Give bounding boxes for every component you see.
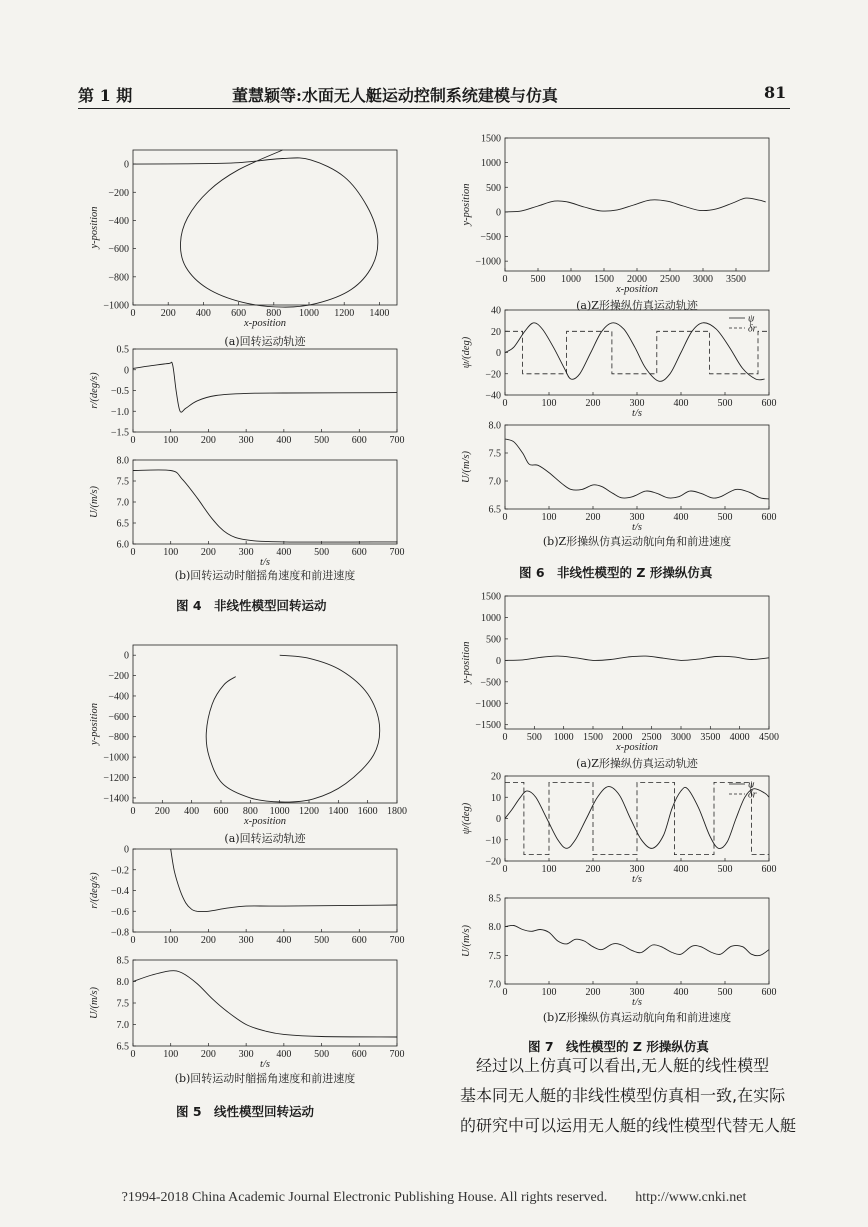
x-tick-label: 2000 [627, 274, 647, 285]
x-tick-label: 500 [526, 732, 542, 743]
y-tick-label: 8.0 [116, 977, 129, 988]
x-tick-label: 400 [195, 308, 211, 319]
x-tick-label: 1000 [269, 806, 290, 817]
legend-entry: δr [748, 323, 757, 335]
x-tick-label: 100 [163, 547, 179, 558]
y-axis-label: y-position [89, 703, 100, 745]
x-tick-label: 1200 [299, 806, 319, 817]
fig4-caption: 图 4 非线性模型回转运动 [176, 598, 327, 613]
x-tick-label: 1000 [553, 732, 574, 743]
y-tick-label: 0 [124, 844, 129, 856]
y-tick-label: −20 [485, 856, 501, 868]
y-tick-label: 10 [491, 792, 501, 804]
plot-frame [505, 425, 769, 509]
x-tick-label: 1000 [561, 274, 581, 285]
legend-entry: δr [748, 789, 757, 801]
fig6-caption: 图 6 非线性模型的 Z 形操纵仿真 [519, 565, 713, 580]
x-tick-label: 600 [351, 435, 367, 446]
y-tick-label: 7.0 [488, 476, 501, 488]
y-tick-label: 0 [124, 365, 129, 377]
y-tick-label: 7.0 [488, 979, 501, 991]
series-line [505, 439, 769, 499]
plot-frame [505, 776, 769, 861]
x-tick-label: 300 [629, 398, 645, 409]
x-tick-label: 1600 [357, 806, 378, 817]
x-tick-label: 600 [761, 987, 777, 998]
plot-frame [133, 150, 397, 305]
y-tick-label: 0 [496, 207, 501, 219]
x-tick-label: 0 [502, 512, 508, 523]
x-tick-label: 700 [389, 435, 405, 446]
y-axis-label: U/(m/s) [89, 986, 100, 1020]
x-tick-label: 500 [717, 398, 733, 409]
y-tick-label: 7.0 [116, 497, 129, 509]
fig4-sub-b: (b)回转运动时艏摇角速度和前进速度 [174, 569, 356, 582]
series-line [505, 787, 769, 849]
x-tick-label: 600 [761, 512, 777, 523]
fig7-sub-a: (a)Z形操纵仿真运动轨迹 [576, 757, 698, 770]
body-line: 基本同无人艇的非线性模型仿真相一致,在实际 [460, 1086, 786, 1105]
y-tick-label: −200 [108, 671, 129, 683]
y-tick-label: 6.5 [116, 518, 129, 530]
y-tick-label: 0 [496, 655, 501, 667]
series-line [133, 362, 397, 412]
y-tick-label: 1000 [481, 158, 501, 170]
x-axis-label: t/s [260, 1059, 270, 1070]
chart-fig6a [461, 134, 769, 296]
x-tick-label: 500 [717, 512, 733, 523]
x-tick-label: 200 [160, 308, 176, 319]
x-axis-label: t/s [632, 997, 642, 1008]
y-tick-label: 1500 [481, 591, 501, 603]
chart-fig4b_U [89, 456, 405, 569]
x-tick-label: 500 [717, 864, 733, 875]
body-paragraph [460, 1051, 800, 1141]
chart-fig5b_r [89, 845, 405, 947]
plot-frame [133, 645, 397, 803]
x-tick-label: 300 [629, 987, 645, 998]
chart-fig5a [89, 645, 407, 827]
x-tick-label: 600 [761, 864, 777, 875]
y-tick-label: 0 [496, 814, 501, 825]
y-tick-label: −20 [485, 369, 501, 381]
x-tick-label: 2500 [660, 274, 680, 285]
y-axis-label: U/(m/s) [461, 450, 472, 484]
x-tick-label: 700 [389, 547, 405, 558]
x-tick-label: 600 [761, 398, 777, 409]
x-tick-label: 400 [276, 547, 292, 558]
x-tick-label: 0 [502, 274, 508, 285]
x-tick-label: 200 [154, 806, 170, 817]
series-line [206, 655, 380, 802]
body-line: 经过以上仿真可以看出,无人艇的线性模型 [476, 1056, 770, 1075]
plot-frame [505, 898, 769, 984]
y-tick-label: 500 [486, 182, 501, 194]
y-tick-label: −600 [108, 244, 129, 256]
y-axis-label: r/(deg/s) [89, 872, 100, 909]
x-tick-label: 100 [163, 1049, 179, 1060]
y-axis-label: y-position [461, 183, 472, 226]
plot-frame [505, 596, 769, 729]
x-tick-label: 400 [276, 435, 292, 446]
y-tick-label: 0.5 [116, 344, 129, 356]
x-tick-label: 2000 [612, 732, 633, 743]
x-tick-label: 100 [541, 864, 557, 875]
y-tick-label: 0 [496, 348, 501, 359]
y-axis-label: r/(deg/s) [89, 372, 100, 409]
x-tick-label: 200 [585, 864, 601, 875]
x-tick-label: 600 [231, 308, 247, 319]
y-tick-label: 7.5 [488, 448, 501, 460]
x-tick-label: 800 [266, 308, 282, 319]
x-tick-label: 0 [130, 308, 136, 319]
y-tick-label: 1500 [481, 133, 501, 145]
x-tick-label: 100 [163, 935, 179, 946]
y-tick-label: −500 [480, 232, 501, 244]
y-axis-label: U/(m/s) [89, 485, 100, 519]
x-tick-label: 1800 [387, 806, 407, 817]
x-axis-label: t/s [632, 522, 642, 533]
x-tick-label: 1400 [328, 806, 349, 817]
chart-fig4b_r [89, 345, 405, 447]
chart-fig4a [89, 150, 397, 329]
y-tick-label: 8.0 [488, 420, 501, 432]
x-tick-label: 400 [673, 398, 689, 409]
y-tick-label: −1000 [103, 752, 129, 764]
series-line [133, 971, 397, 1037]
plot-frame [133, 349, 397, 432]
y-tick-label: −800 [108, 272, 129, 284]
x-tick-label: 100 [541, 987, 557, 998]
x-axis-label: t/s [632, 408, 642, 419]
x-tick-label: 0 [130, 435, 136, 446]
x-tick-label: 0 [130, 806, 136, 817]
y-tick-label: −600 [108, 711, 129, 723]
x-tick-label: 300 [238, 935, 254, 946]
x-tick-label: 200 [200, 1049, 216, 1060]
y-tick-label: 1000 [481, 612, 501, 624]
y-tick-label: −1.0 [110, 406, 129, 418]
y-tick-label: 40 [491, 305, 501, 317]
fig5-sub-b: (b)回转运动时艏摇角速度和前进速度 [174, 1072, 356, 1085]
x-tick-label: 3500 [726, 274, 746, 285]
x-tick-label: 0 [502, 732, 508, 743]
y-tick-label: −1500 [475, 720, 501, 732]
y-tick-label: −1400 [103, 793, 129, 805]
plot-frame [505, 138, 769, 271]
x-tick-label: 100 [163, 435, 179, 446]
x-tick-label: 400 [673, 864, 689, 875]
y-tick-label: −0.8 [110, 927, 129, 939]
legend-entry: ψ [748, 779, 755, 791]
x-tick-label: 0 [502, 398, 508, 409]
x-tick-label: 400 [673, 987, 689, 998]
x-axis-label: x-position [616, 284, 658, 295]
x-tick-label: 1400 [369, 308, 390, 319]
x-tick-label: 500 [530, 274, 546, 285]
x-tick-label: 300 [238, 1049, 254, 1060]
running-title: 董慧颖等:水面无人艇运动控制系统建模与仿真 [232, 86, 558, 105]
series-line [505, 779, 769, 854]
series-line [505, 656, 769, 660]
x-axis-label: x-position [244, 816, 286, 827]
x-tick-label: 1500 [583, 732, 603, 743]
y-tick-label: 500 [486, 634, 501, 646]
x-tick-label: 300 [629, 512, 645, 523]
x-tick-label: 0 [130, 1049, 136, 1060]
x-tick-label: 600 [213, 806, 229, 817]
x-axis-label: t/s [260, 557, 270, 568]
x-axis-label: x-position [616, 742, 658, 753]
x-tick-label: 3500 [700, 732, 721, 743]
chart-fig6b_U [461, 421, 777, 534]
body-line: 的研究中可以运用无人艇的线性模型代替无人艇 [460, 1116, 797, 1135]
x-tick-label: 1500 [594, 274, 614, 285]
x-tick-label: 300 [238, 547, 254, 558]
x-tick-label: 700 [389, 935, 405, 946]
y-tick-label: −40 [485, 390, 501, 402]
y-tick-label: −0.6 [110, 906, 129, 918]
y-tick-label: 8.0 [488, 922, 501, 934]
y-tick-label: −200 [108, 187, 129, 199]
x-tick-label: 500 [717, 987, 733, 998]
fig7-sub-b: (b)Z形操纵仿真运动航向角和前进速度 [542, 1011, 732, 1024]
y-tick-label: 7.5 [116, 476, 129, 488]
x-tick-label: 200 [585, 512, 601, 523]
x-tick-label: 200 [200, 435, 216, 446]
x-tick-label: 400 [673, 512, 689, 523]
y-tick-label: −1000 [475, 698, 501, 710]
fig7-caption: 图 7 线性模型的 Z 形操纵仿真 [528, 1039, 709, 1054]
y-tick-label: 20 [491, 771, 501, 783]
x-tick-label: 4000 [729, 732, 750, 743]
x-tick-label: 300 [629, 864, 645, 875]
x-tick-label: 400 [276, 935, 292, 946]
x-tick-label: 500 [314, 935, 330, 946]
y-tick-label: 0 [124, 159, 129, 171]
y-axis-label: U/(m/s) [461, 924, 472, 958]
series-line [171, 849, 397, 912]
y-tick-label: −1000 [103, 300, 129, 312]
x-tick-label: 0 [130, 935, 136, 946]
x-tick-label: 500 [314, 435, 330, 446]
chart-fig7b_psi [461, 772, 777, 886]
y-tick-label: 6.0 [116, 539, 129, 551]
x-tick-label: 100 [541, 398, 557, 409]
y-tick-label: 6.5 [116, 1041, 129, 1053]
y-tick-label: −0.5 [110, 386, 129, 397]
x-tick-label: 200 [585, 987, 601, 998]
x-tick-label: 1200 [334, 308, 355, 319]
x-tick-label: 1000 [299, 308, 319, 319]
x-tick-label: 500 [314, 1049, 330, 1060]
x-tick-label: 200 [200, 935, 216, 946]
y-tick-label: 7.5 [488, 950, 501, 962]
chart-fig6b_psi [461, 306, 777, 420]
legend-entry: ψ [748, 313, 755, 325]
y-tick-label: −400 [108, 691, 129, 703]
x-tick-label: 0 [502, 987, 508, 998]
y-axis-label: ψ/(deg) [461, 802, 472, 835]
copyright-footer: ?1994-2018 China Academic Journal Electronic Publishing House. All rights reserved. http://www.cnki.net [121, 1190, 747, 1205]
y-tick-label: 8.5 [488, 893, 501, 905]
plot-frame [505, 310, 769, 395]
issue-number: 第 1 期 [78, 86, 133, 105]
plot-frame [133, 460, 397, 544]
y-tick-label: −500 [480, 677, 501, 689]
fig4-sub-a: (a)回转运动轨迹 [224, 335, 306, 348]
x-tick-label: 600 [351, 1049, 367, 1060]
y-axis-label: y-position [89, 206, 100, 249]
y-axis-label: ψ/(deg) [461, 336, 472, 369]
x-tick-label: 200 [200, 547, 216, 558]
y-tick-label: 0 [124, 650, 129, 662]
fig5-sub-a: (a)回转运动轨迹 [224, 832, 306, 845]
y-tick-label: 6.5 [488, 504, 501, 516]
x-axis-label: t/s [632, 874, 642, 885]
fig5-caption: 图 5 线性模型回转运动 [176, 1104, 315, 1119]
y-tick-label: −1.5 [110, 427, 129, 439]
y-tick-label: −0.4 [110, 886, 129, 897]
plot-frame [133, 849, 397, 932]
series-line [505, 198, 766, 212]
chart-fig5b_U [89, 956, 405, 1071]
fig6-sub-a: (a)Z形操纵仿真运动轨迹 [576, 299, 698, 312]
y-tick-label: −1000 [475, 256, 501, 268]
y-tick-label: 7.5 [116, 998, 129, 1010]
x-tick-label: 700 [389, 1049, 405, 1060]
y-axis-label: y-position [461, 641, 472, 684]
y-tick-label: 8.5 [116, 955, 129, 967]
x-axis-label: x-position [244, 318, 286, 329]
x-tick-label: 3000 [693, 274, 713, 285]
x-tick-label: 0 [502, 864, 508, 875]
y-tick-label: −0.2 [110, 865, 129, 877]
series-line [505, 925, 769, 955]
y-tick-label: 7.0 [116, 1020, 129, 1031]
x-tick-label: 0 [130, 547, 136, 558]
x-tick-label: 100 [541, 512, 557, 523]
series-line [133, 150, 378, 307]
x-tick-label: 400 [276, 1049, 292, 1060]
x-tick-label: 600 [351, 547, 367, 558]
y-tick-label: −1200 [103, 773, 129, 785]
x-tick-label: 800 [242, 806, 258, 817]
y-tick-label: 8.0 [116, 455, 129, 467]
y-tick-label: −400 [108, 215, 129, 227]
x-tick-label: 400 [184, 806, 200, 817]
x-tick-label: 4500 [759, 732, 779, 743]
x-tick-label: 600 [351, 935, 367, 946]
series-line [505, 331, 769, 374]
x-tick-label: 2500 [641, 732, 662, 743]
y-tick-label: −800 [108, 732, 129, 744]
fig6-sub-b: (b)Z形操纵仿真运动航向角和前进速度 [542, 535, 732, 548]
y-tick-label: 20 [491, 326, 501, 338]
series-line [133, 470, 397, 542]
x-tick-label: 300 [238, 435, 254, 446]
y-tick-label: −10 [485, 835, 501, 847]
page-number: 81 [764, 83, 787, 102]
series-line [505, 323, 765, 382]
chart-fig7a [461, 592, 779, 754]
header-rule [78, 108, 790, 109]
plot-frame [133, 960, 397, 1046]
x-tick-label: 3000 [671, 732, 691, 743]
chart-fig7b_U [461, 894, 777, 1009]
x-tick-label: 200 [585, 398, 601, 409]
x-tick-label: 500 [314, 547, 330, 558]
